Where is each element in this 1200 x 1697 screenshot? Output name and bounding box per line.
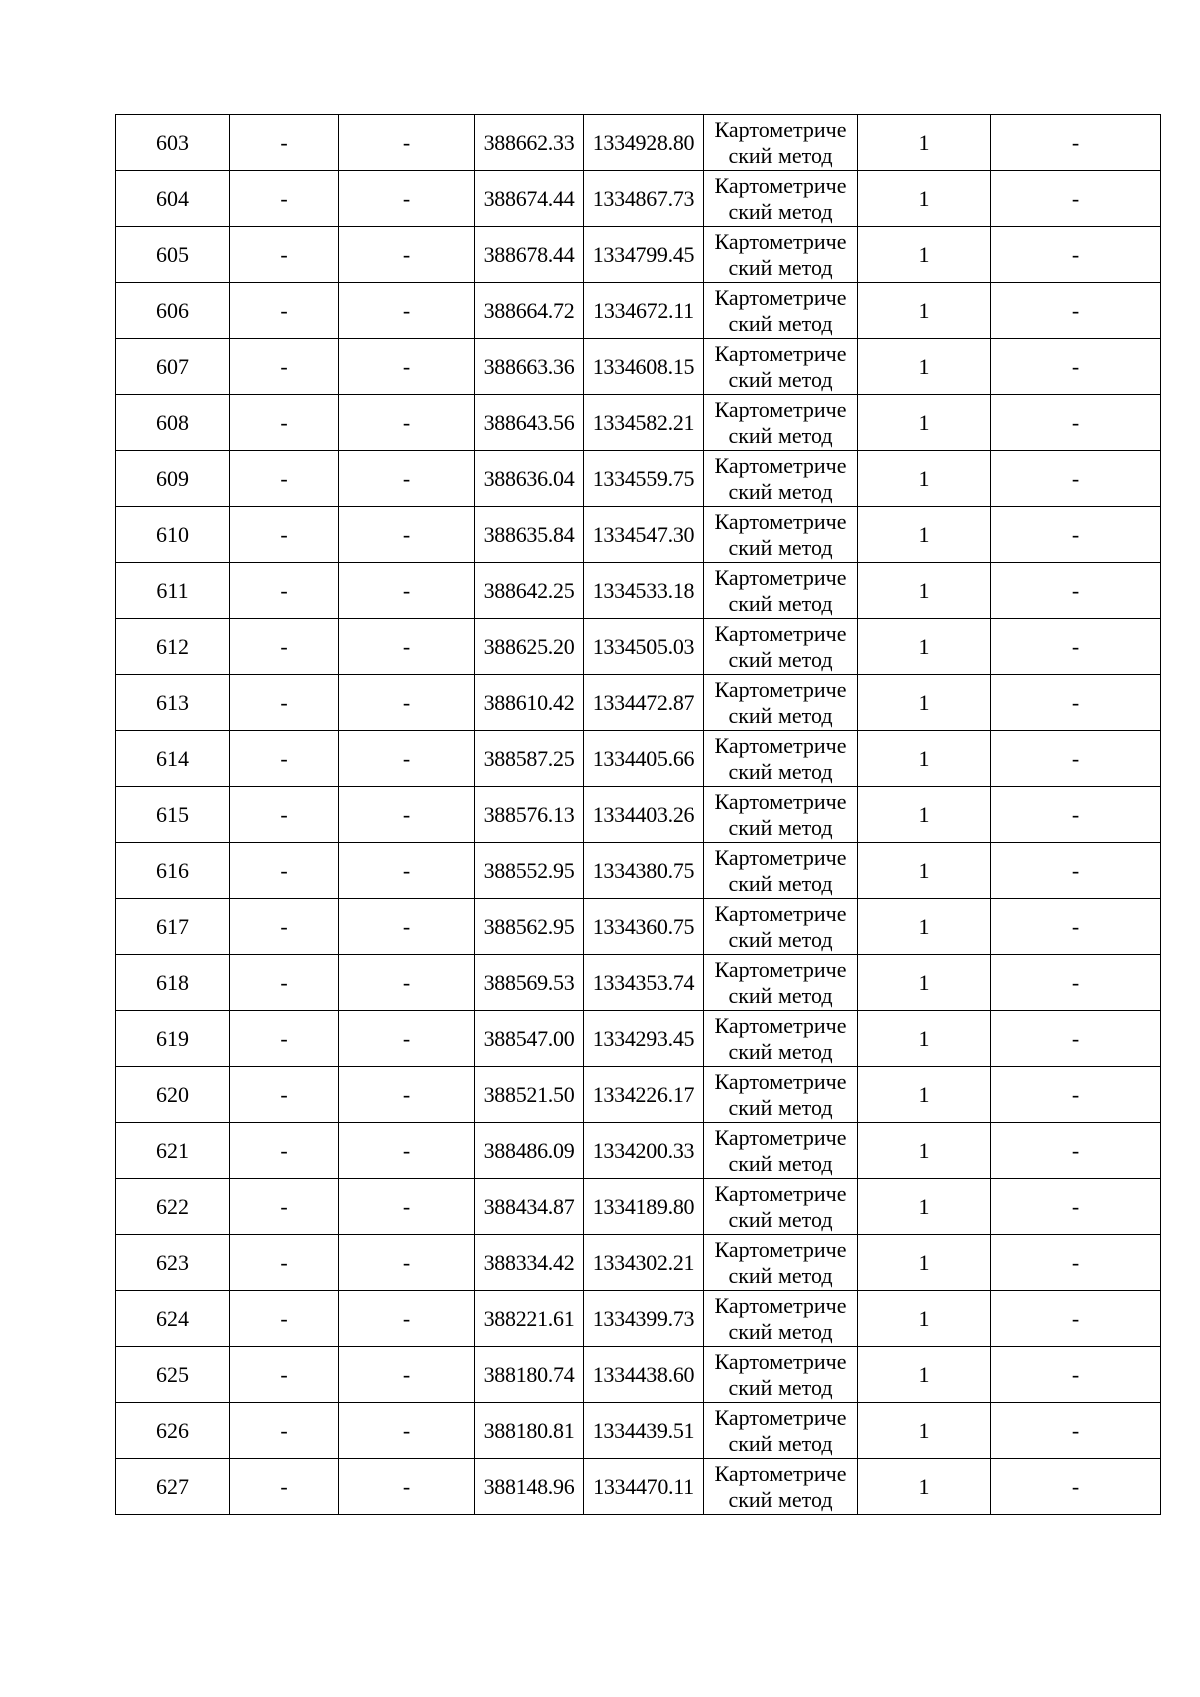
cell-y-coordinate: 1334200.33 xyxy=(584,1123,704,1179)
method-line-2: ский метод xyxy=(728,1262,833,1288)
cell-accuracy: 1 xyxy=(858,787,991,843)
cell-x-coordinate: 388664.72 xyxy=(475,283,584,339)
cell-point-number: 624 xyxy=(116,1291,230,1347)
cell-point-number: 616 xyxy=(116,843,230,899)
cell-point-number: 606 xyxy=(116,283,230,339)
cell-column-3: - xyxy=(339,1235,475,1291)
table-row xyxy=(116,787,1161,843)
cell-x-coordinate: 388180.81 xyxy=(475,1403,584,1459)
method-line-1: Картометриче xyxy=(714,1124,847,1150)
cell-y-coordinate: 1334403.26 xyxy=(584,787,704,843)
cell-column-2: - xyxy=(230,339,339,395)
method-line-1: Картометриче xyxy=(714,1180,847,1206)
method-line-1: Картометриче xyxy=(714,844,847,870)
table-row xyxy=(116,1459,1161,1515)
cell-x-coordinate: 388642.25 xyxy=(475,563,584,619)
cell-column-2: - xyxy=(230,1067,339,1123)
cell-column-3: - xyxy=(339,563,475,619)
table-row xyxy=(116,451,1161,507)
cell-method xyxy=(704,451,858,507)
coordinates-table xyxy=(115,114,1161,1515)
cell-x-coordinate: 388552.95 xyxy=(475,843,584,899)
cell-accuracy: 1 xyxy=(858,171,991,227)
table-row xyxy=(116,731,1161,787)
cell-accuracy: 1 xyxy=(858,1011,991,1067)
method-line-1: Картометриче xyxy=(714,1068,847,1094)
cell-point-number: 611 xyxy=(116,563,230,619)
cell-column-2: - xyxy=(230,171,339,227)
table-row xyxy=(116,675,1161,731)
cell-column-9: - xyxy=(991,563,1161,619)
cell-point-number: 614 xyxy=(116,731,230,787)
cell-column-2: - xyxy=(230,731,339,787)
cell-column-2: - xyxy=(230,1291,339,1347)
cell-method xyxy=(704,395,858,451)
cell-column-2: - xyxy=(230,115,339,171)
cell-column-9: - xyxy=(991,283,1161,339)
cell-column-2: - xyxy=(230,899,339,955)
cell-point-number: 604 xyxy=(116,171,230,227)
cell-accuracy: 1 xyxy=(858,1179,991,1235)
method-line-2: ский метод xyxy=(728,702,833,728)
method-line-2: ский метод xyxy=(728,926,833,952)
cell-column-9: - xyxy=(991,1459,1161,1515)
method-line-1: Картометриче xyxy=(714,396,847,422)
method-line-2: ский метод xyxy=(728,590,833,616)
cell-y-coordinate: 1334470.11 xyxy=(584,1459,704,1515)
cell-column-9: - xyxy=(991,115,1161,171)
method-line-2: ский метод xyxy=(728,310,833,336)
table-row xyxy=(116,955,1161,1011)
cell-column-3: - xyxy=(339,227,475,283)
cell-column-9: - xyxy=(991,1347,1161,1403)
cell-column-3: - xyxy=(339,1179,475,1235)
cell-column-3: - xyxy=(339,1403,475,1459)
cell-x-coordinate: 388674.44 xyxy=(475,171,584,227)
table-row xyxy=(116,507,1161,563)
cell-x-coordinate: 388486.09 xyxy=(475,1123,584,1179)
table-row xyxy=(116,1403,1161,1459)
cell-column-3: - xyxy=(339,507,475,563)
method-line-2: ский метод xyxy=(728,1094,833,1120)
table-row xyxy=(116,395,1161,451)
cell-accuracy: 1 xyxy=(858,283,991,339)
cell-y-coordinate: 1334353.74 xyxy=(584,955,704,1011)
cell-x-coordinate: 388547.00 xyxy=(475,1011,584,1067)
cell-column-9: - xyxy=(991,787,1161,843)
cell-column-3: - xyxy=(339,1123,475,1179)
method-line-1: Картометриче xyxy=(714,1292,847,1318)
cell-x-coordinate: 388521.50 xyxy=(475,1067,584,1123)
cell-column-9: - xyxy=(991,507,1161,563)
method-line-2: ский метод xyxy=(728,646,833,672)
cell-column-3: - xyxy=(339,1347,475,1403)
method-line-1: Картометриче xyxy=(714,564,847,590)
cell-column-3: - xyxy=(339,787,475,843)
cell-x-coordinate: 388434.87 xyxy=(475,1179,584,1235)
cell-point-number: 609 xyxy=(116,451,230,507)
table-row xyxy=(116,619,1161,675)
cell-column-2: - xyxy=(230,1179,339,1235)
cell-accuracy: 1 xyxy=(858,1403,991,1459)
cell-x-coordinate: 388643.56 xyxy=(475,395,584,451)
method-line-2: ский метод xyxy=(728,478,833,504)
method-line-2: ский метод xyxy=(728,422,833,448)
cell-column-3: - xyxy=(339,395,475,451)
method-line-2: ский метод xyxy=(728,1318,833,1344)
cell-column-9: - xyxy=(991,171,1161,227)
cell-column-9: - xyxy=(991,1291,1161,1347)
table-row xyxy=(116,843,1161,899)
cell-method xyxy=(704,563,858,619)
cell-y-coordinate: 1334867.73 xyxy=(584,171,704,227)
method-line-2: ский метод xyxy=(728,1206,833,1232)
cell-x-coordinate: 388663.36 xyxy=(475,339,584,395)
method-line-1: Картометриче xyxy=(714,340,847,366)
cell-x-coordinate: 388180.74 xyxy=(475,1347,584,1403)
cell-method xyxy=(704,1459,858,1515)
table-row xyxy=(116,1011,1161,1067)
cell-accuracy: 1 xyxy=(858,1067,991,1123)
cell-column-9: - xyxy=(991,1235,1161,1291)
method-line-2: ский метод xyxy=(728,254,833,280)
cell-method xyxy=(704,955,858,1011)
method-line-1: Картометриче xyxy=(714,676,847,702)
cell-y-coordinate: 1334672.11 xyxy=(584,283,704,339)
cell-method xyxy=(704,731,858,787)
method-line-1: Картометриче xyxy=(714,1348,847,1374)
cell-accuracy: 1 xyxy=(858,1347,991,1403)
cell-accuracy: 1 xyxy=(858,395,991,451)
cell-column-2: - xyxy=(230,1347,339,1403)
cell-point-number: 607 xyxy=(116,339,230,395)
table-row xyxy=(116,1235,1161,1291)
table-body xyxy=(116,115,1161,1515)
cell-column-3: - xyxy=(339,1067,475,1123)
cell-column-9: - xyxy=(991,227,1161,283)
method-line-1: Картометриче xyxy=(714,1404,847,1430)
cell-column-9: - xyxy=(991,1123,1161,1179)
cell-accuracy: 1 xyxy=(858,1123,991,1179)
cell-x-coordinate: 388625.20 xyxy=(475,619,584,675)
cell-y-coordinate: 1334582.21 xyxy=(584,395,704,451)
cell-accuracy: 1 xyxy=(858,619,991,675)
cell-x-coordinate: 388662.33 xyxy=(475,115,584,171)
cell-point-number: 603 xyxy=(116,115,230,171)
method-line-2: ский метод xyxy=(728,198,833,224)
method-line-2: ский метод xyxy=(728,1374,833,1400)
cell-y-coordinate: 1334472.87 xyxy=(584,675,704,731)
cell-accuracy: 1 xyxy=(858,339,991,395)
cell-accuracy: 1 xyxy=(858,507,991,563)
cell-method xyxy=(704,1067,858,1123)
table-row xyxy=(116,563,1161,619)
cell-y-coordinate: 1334380.75 xyxy=(584,843,704,899)
cell-column-2: - xyxy=(230,1123,339,1179)
cell-column-3: - xyxy=(339,843,475,899)
cell-point-number: 618 xyxy=(116,955,230,1011)
method-line-2: ский метод xyxy=(728,534,833,560)
table-row xyxy=(116,1179,1161,1235)
table-row xyxy=(116,115,1161,171)
cell-method xyxy=(704,843,858,899)
cell-point-number: 610 xyxy=(116,507,230,563)
cell-accuracy: 1 xyxy=(858,451,991,507)
cell-x-coordinate: 388610.42 xyxy=(475,675,584,731)
cell-column-2: - xyxy=(230,619,339,675)
cell-x-coordinate: 388569.53 xyxy=(475,955,584,1011)
cell-x-coordinate: 388562.95 xyxy=(475,899,584,955)
cell-x-coordinate: 388148.96 xyxy=(475,1459,584,1515)
cell-column-2: - xyxy=(230,787,339,843)
cell-method xyxy=(704,787,858,843)
cell-column-3: - xyxy=(339,339,475,395)
cell-accuracy: 1 xyxy=(858,1235,991,1291)
cell-y-coordinate: 1334226.17 xyxy=(584,1067,704,1123)
cell-point-number: 621 xyxy=(116,1123,230,1179)
cell-method xyxy=(704,283,858,339)
cell-column-2: - xyxy=(230,1459,339,1515)
cell-column-2: - xyxy=(230,451,339,507)
method-line-2: ский метод xyxy=(728,1430,833,1456)
cell-column-3: - xyxy=(339,283,475,339)
cell-method xyxy=(704,1123,858,1179)
cell-column-3: - xyxy=(339,1459,475,1515)
table-row xyxy=(116,899,1161,955)
table-row xyxy=(116,339,1161,395)
cell-y-coordinate: 1334438.60 xyxy=(584,1347,704,1403)
cell-column-3: - xyxy=(339,1011,475,1067)
cell-column-2: - xyxy=(230,1235,339,1291)
table-row xyxy=(116,1123,1161,1179)
cell-point-number: 615 xyxy=(116,787,230,843)
cell-column-9: - xyxy=(991,619,1161,675)
cell-column-2: - xyxy=(230,955,339,1011)
cell-point-number: 612 xyxy=(116,619,230,675)
cell-column-2: - xyxy=(230,563,339,619)
cell-column-3: - xyxy=(339,731,475,787)
cell-column-3: - xyxy=(339,955,475,1011)
cell-method xyxy=(704,171,858,227)
cell-accuracy: 1 xyxy=(858,955,991,1011)
method-line-2: ский метод xyxy=(728,758,833,784)
cell-column-9: - xyxy=(991,955,1161,1011)
cell-column-3: - xyxy=(339,171,475,227)
cell-point-number: 622 xyxy=(116,1179,230,1235)
cell-x-coordinate: 388636.04 xyxy=(475,451,584,507)
cell-y-coordinate: 1334302.21 xyxy=(584,1235,704,1291)
cell-y-coordinate: 1334799.45 xyxy=(584,227,704,283)
cell-accuracy: 1 xyxy=(858,731,991,787)
cell-column-9: - xyxy=(991,395,1161,451)
cell-x-coordinate: 388334.42 xyxy=(475,1235,584,1291)
cell-point-number: 617 xyxy=(116,899,230,955)
cell-method xyxy=(704,1179,858,1235)
table-row xyxy=(116,1067,1161,1123)
method-line-1: Картометриче xyxy=(714,284,847,310)
cell-column-2: - xyxy=(230,1011,339,1067)
cell-accuracy: 1 xyxy=(858,1291,991,1347)
cell-column-9: - xyxy=(991,675,1161,731)
method-line-1: Картометриче xyxy=(714,732,847,758)
method-line-2: ский метод xyxy=(728,366,833,392)
method-line-2: ский метод xyxy=(728,1038,833,1064)
method-line-2: ский метод xyxy=(728,1486,833,1512)
method-line-1: Картометриче xyxy=(714,172,847,198)
method-line-1: Картометриче xyxy=(714,508,847,534)
cell-method xyxy=(704,227,858,283)
cell-column-9: - xyxy=(991,1011,1161,1067)
method-line-1: Картометриче xyxy=(714,228,847,254)
cell-accuracy: 1 xyxy=(858,1459,991,1515)
method-line-1: Картометриче xyxy=(714,452,847,478)
method-line-2: ский метод xyxy=(728,982,833,1008)
method-line-1: Картометриче xyxy=(714,1236,847,1262)
cell-accuracy: 1 xyxy=(858,227,991,283)
cell-point-number: 608 xyxy=(116,395,230,451)
method-line-1: Картометриче xyxy=(714,116,847,142)
cell-method xyxy=(704,899,858,955)
cell-accuracy: 1 xyxy=(858,115,991,171)
cell-point-number: 619 xyxy=(116,1011,230,1067)
cell-column-2: - xyxy=(230,1403,339,1459)
cell-column-9: - xyxy=(991,1403,1161,1459)
cell-column-2: - xyxy=(230,395,339,451)
cell-method xyxy=(704,1011,858,1067)
cell-method xyxy=(704,1403,858,1459)
cell-point-number: 613 xyxy=(116,675,230,731)
cell-column-9: - xyxy=(991,899,1161,955)
method-line-2: ский метод xyxy=(728,870,833,896)
method-line-1: Картометриче xyxy=(714,620,847,646)
cell-y-coordinate: 1334360.75 xyxy=(584,899,704,955)
cell-y-coordinate: 1334608.15 xyxy=(584,339,704,395)
cell-y-coordinate: 1334439.51 xyxy=(584,1403,704,1459)
table-row xyxy=(116,1347,1161,1403)
cell-column-3: - xyxy=(339,675,475,731)
cell-column-2: - xyxy=(230,227,339,283)
cell-x-coordinate: 388587.25 xyxy=(475,731,584,787)
cell-x-coordinate: 388576.13 xyxy=(475,787,584,843)
cell-column-9: - xyxy=(991,451,1161,507)
cell-y-coordinate: 1334533.18 xyxy=(584,563,704,619)
cell-point-number: 627 xyxy=(116,1459,230,1515)
method-line-1: Картометриче xyxy=(714,788,847,814)
cell-column-3: - xyxy=(339,899,475,955)
cell-accuracy: 1 xyxy=(858,675,991,731)
table-row xyxy=(116,283,1161,339)
cell-x-coordinate: 388635.84 xyxy=(475,507,584,563)
table-row xyxy=(116,227,1161,283)
cell-column-2: - xyxy=(230,843,339,899)
cell-column-9: - xyxy=(991,1179,1161,1235)
cell-point-number: 623 xyxy=(116,1235,230,1291)
cell-y-coordinate: 1334405.66 xyxy=(584,731,704,787)
cell-column-9: - xyxy=(991,731,1161,787)
method-line-1: Картометриче xyxy=(714,1012,847,1038)
cell-accuracy: 1 xyxy=(858,843,991,899)
cell-y-coordinate: 1334399.73 xyxy=(584,1291,704,1347)
cell-accuracy: 1 xyxy=(858,563,991,619)
cell-y-coordinate: 1334547.30 xyxy=(584,507,704,563)
cell-column-9: - xyxy=(991,339,1161,395)
cell-point-number: 620 xyxy=(116,1067,230,1123)
cell-column-9: - xyxy=(991,843,1161,899)
cell-point-number: 626 xyxy=(116,1403,230,1459)
cell-column-3: - xyxy=(339,115,475,171)
cell-accuracy: 1 xyxy=(858,899,991,955)
method-line-2: ский метод xyxy=(728,1150,833,1176)
cell-y-coordinate: 1334189.80 xyxy=(584,1179,704,1235)
cell-point-number: 605 xyxy=(116,227,230,283)
cell-y-coordinate: 1334928.80 xyxy=(584,115,704,171)
cell-method xyxy=(704,115,858,171)
cell-method xyxy=(704,619,858,675)
cell-column-2: - xyxy=(230,283,339,339)
method-line-1: Картометриче xyxy=(714,956,847,982)
cell-column-9: - xyxy=(991,1067,1161,1123)
cell-column-3: - xyxy=(339,619,475,675)
table-row xyxy=(116,171,1161,227)
cell-method xyxy=(704,339,858,395)
cell-y-coordinate: 1334293.45 xyxy=(584,1011,704,1067)
cell-column-3: - xyxy=(339,451,475,507)
method-line-2: ский метод xyxy=(728,814,833,840)
cell-x-coordinate: 388221.61 xyxy=(475,1291,584,1347)
method-line-1: Картометриче xyxy=(714,1460,847,1486)
cell-column-2: - xyxy=(230,507,339,563)
cell-column-3: - xyxy=(339,1291,475,1347)
table-row xyxy=(116,1291,1161,1347)
cell-method xyxy=(704,1235,858,1291)
cell-point-number: 625 xyxy=(116,1347,230,1403)
cell-method xyxy=(704,1291,858,1347)
cell-column-2: - xyxy=(230,675,339,731)
method-line-1: Картометриче xyxy=(714,900,847,926)
cell-method xyxy=(704,1347,858,1403)
cell-x-coordinate: 388678.44 xyxy=(475,227,584,283)
cell-y-coordinate: 1334559.75 xyxy=(584,451,704,507)
method-line-2: ский метод xyxy=(728,142,833,168)
cell-method xyxy=(704,507,858,563)
cell-method xyxy=(704,675,858,731)
cell-y-coordinate: 1334505.03 xyxy=(584,619,704,675)
